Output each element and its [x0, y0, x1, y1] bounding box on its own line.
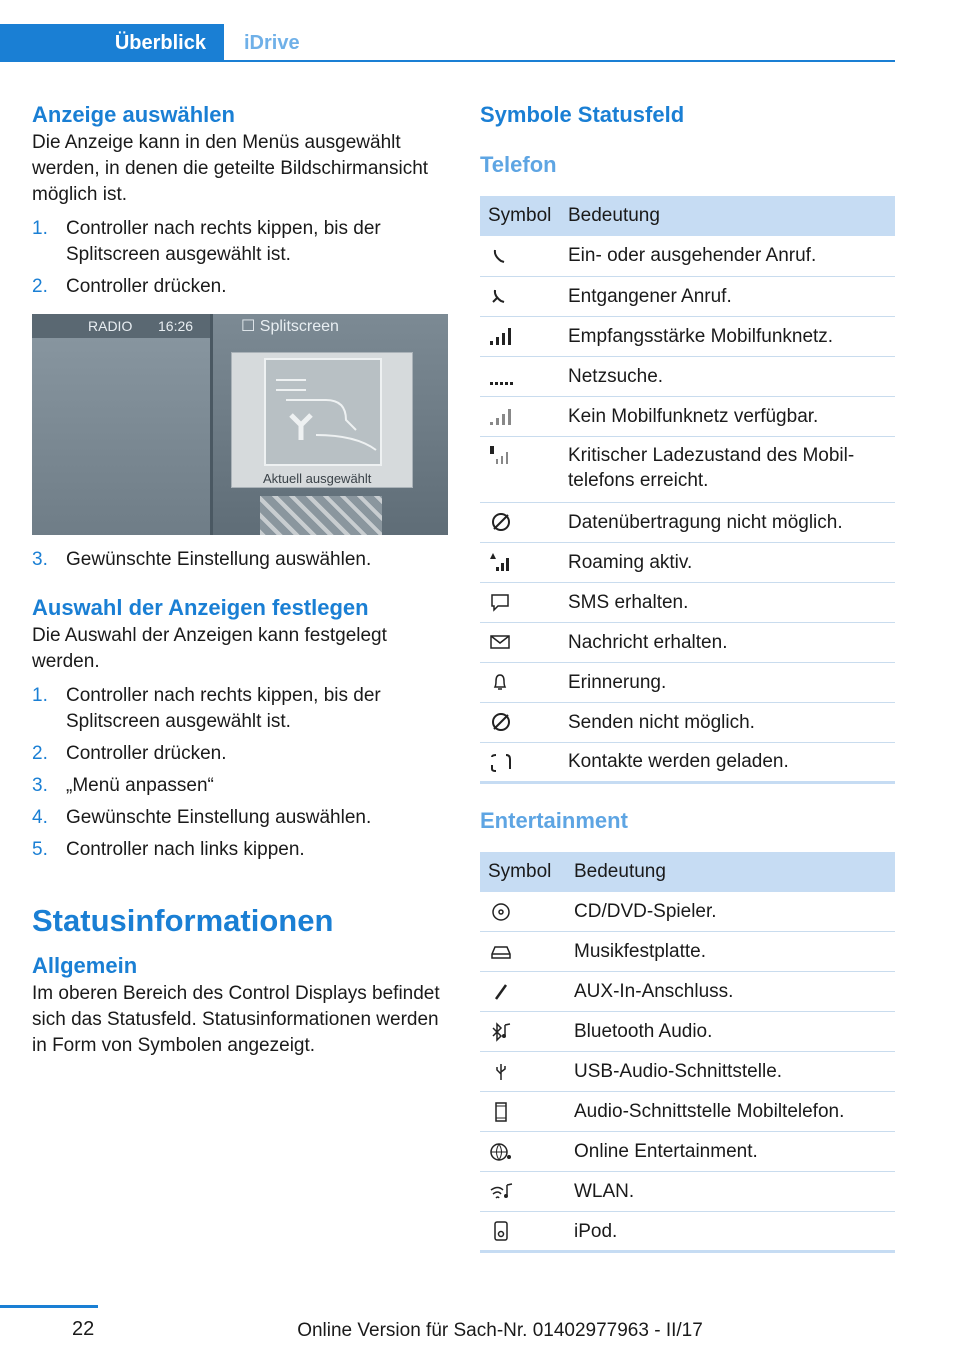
- step-text: Controller nach rechts kippen, bis der Splitscreen ausgewählt ist.: [66, 218, 381, 265]
- screen-clock: 16:26: [158, 318, 194, 334]
- screen-splitscreen-label: ☐ Splitscreen: [241, 318, 339, 335]
- col-symbol: Symbol: [480, 196, 560, 236]
- step-number: 5.: [32, 839, 48, 860]
- row-text: Musikfestplatte.: [566, 932, 895, 972]
- road-icon: [266, 360, 380, 464]
- step-number: 3.: [32, 775, 48, 796]
- wlan-icon: [488, 1181, 514, 1203]
- table-row: [480, 622, 895, 662]
- table-row: [480, 972, 895, 1012]
- entertainment-title: Entertainment: [480, 807, 628, 833]
- table-header: [480, 196, 895, 236]
- step-text: Gewünschte Einstellung auswählen.: [66, 807, 372, 828]
- table-row: [480, 436, 895, 502]
- row-text: iPod.: [566, 1212, 895, 1252]
- page-number: 22: [72, 1318, 95, 1340]
- row-text: SMS erhalten.: [560, 582, 895, 622]
- footer-text: Online Version für Sach-Nr. 01402977963 - II/17: [297, 1320, 703, 1341]
- step-text: Controller nach rechts kippen, bis der Splitscreen ausgewählt ist.: [66, 685, 381, 732]
- tab-idrive[interactable]: iDrive: [244, 32, 300, 54]
- row-text: USB-Audio-Schnittstelle.: [566, 1052, 895, 1092]
- row-text: Bluetooth Audio.: [566, 1012, 895, 1052]
- table-row: [480, 932, 895, 972]
- row-text: Roaming aktiv.: [560, 542, 895, 582]
- usb-icon: [488, 1061, 514, 1083]
- step-text: Gewünschte Einstellung auswählen.: [66, 549, 372, 570]
- screen-radio-label: RADIO: [88, 318, 133, 334]
- step-number: 1.: [32, 685, 48, 706]
- col-meaning: Bedeutung: [566, 852, 895, 892]
- table-row: [480, 542, 895, 582]
- step-text: Controller drücken.: [66, 743, 227, 764]
- mobile-audio-icon: [488, 1101, 514, 1123]
- row-text: Entgangener Anruf.: [560, 276, 895, 316]
- status-subtitle: Allgemein: [32, 953, 138, 978]
- table-row: [480, 1172, 895, 1212]
- bluetooth-audio-icon: [488, 1021, 514, 1043]
- step-number: 4.: [32, 807, 48, 828]
- roaming-icon: [488, 551, 514, 573]
- header-divider: [0, 60, 895, 62]
- step-number: 2.: [32, 276, 48, 297]
- table-header: [480, 852, 895, 892]
- col-symbol: Symbol: [480, 852, 566, 892]
- message-icon: [488, 631, 514, 653]
- symbols-title: Symbole Statusfeld: [480, 102, 685, 127]
- table-row: [480, 1012, 895, 1052]
- list-item: [32, 274, 448, 300]
- auswahl-text: Die Auswahl der Anzeigen kann festgelegt werden.: [32, 625, 387, 672]
- step-number: 2.: [32, 743, 48, 764]
- auswahl-steps: [32, 683, 448, 863]
- table-row: [480, 662, 895, 702]
- table-row: [480, 316, 895, 356]
- contacts-load-icon: [488, 751, 514, 773]
- row-text: WLAN.: [566, 1172, 895, 1212]
- header-bar: [0, 0, 960, 64]
- low-battery-icon: [488, 444, 514, 466]
- row-text: Online Entertainment.: [566, 1132, 895, 1172]
- sms-icon: [488, 591, 514, 613]
- row-text: Netzsuche.: [560, 356, 895, 396]
- signal-strength-icon: [488, 325, 514, 347]
- list-item: [32, 683, 448, 735]
- missed-call-icon: [488, 285, 514, 307]
- list-item: [32, 741, 448, 767]
- status-title: Statusinformationen: [32, 903, 334, 938]
- table-row: [480, 702, 895, 742]
- row-text: Datenübertragung nicht möglich.: [560, 502, 895, 542]
- table-row: [480, 276, 895, 316]
- row-text: Ein- oder ausgehender Anruf.: [560, 236, 895, 276]
- table-row: [480, 742, 895, 782]
- aux-icon: [488, 981, 514, 1003]
- list-item: [32, 805, 448, 831]
- left-column: [32, 100, 448, 1059]
- table-row: [480, 582, 895, 622]
- table-row: [480, 356, 895, 396]
- list-item: [32, 216, 448, 268]
- table-row: [480, 1212, 895, 1252]
- no-network-icon: [488, 405, 514, 427]
- online-entertainment-icon: [488, 1141, 514, 1163]
- anzeige-title: Anzeige auswählen: [32, 102, 235, 127]
- right-column: [480, 100, 895, 1253]
- tab-ueberblick[interactable]: Überblick: [0, 24, 224, 62]
- row-text: Audio-Schnittstelle Mobiltelefon.: [566, 1092, 895, 1132]
- table-row: [480, 1052, 895, 1092]
- no-data-icon: [488, 511, 514, 533]
- entertainment-table: [480, 852, 895, 1254]
- anzeige-text: Die Anzeige kann in den Menüs ausgewählt werden, in denen die geteilte Bildschirmansicht möglich ist.: [32, 132, 429, 205]
- row-text: Empfangsstärke Mobilfunknetz.: [560, 316, 895, 356]
- step-text: Controller drücken.: [66, 276, 227, 297]
- no-send-icon: [488, 711, 514, 733]
- table-row: [480, 502, 895, 542]
- list-item: [32, 773, 448, 799]
- row-text: Kein Mobilfunknetz verfügbar.: [560, 396, 895, 436]
- auswahl-title: Auswahl der Anzeigen festlegen: [32, 595, 369, 620]
- splitscreen-screenshot: [32, 314, 448, 535]
- status-text: Im oberen Bereich des Control Displays befindet sich das Statusfeld. Statusinformationen werden in Form von Symbolen angezeigt.: [32, 983, 440, 1056]
- footer-divider: [0, 1305, 98, 1308]
- screen-preview: [264, 358, 382, 466]
- table-row: [480, 1132, 895, 1172]
- row-text: CD/DVD-Spieler.: [566, 892, 895, 932]
- network-search-icon: [488, 365, 514, 387]
- telefon-table: [480, 196, 895, 784]
- step-text: Controller nach links kippen.: [66, 839, 305, 860]
- col-meaning: Bedeutung: [560, 196, 895, 236]
- harddisk-icon: [488, 941, 514, 963]
- table-row: [480, 236, 895, 276]
- list-item: [32, 837, 448, 863]
- telefon-title: Telefon: [480, 152, 557, 177]
- bell-icon: [488, 671, 514, 693]
- table-row: [480, 892, 895, 932]
- row-text: Senden nicht möglich.: [560, 702, 895, 742]
- table-row: [480, 396, 895, 436]
- ipod-icon: [488, 1220, 514, 1242]
- list-item: [32, 547, 448, 573]
- phone-icon: [488, 245, 514, 267]
- row-text: Erinnerung.: [560, 662, 895, 702]
- cd-icon: [488, 901, 514, 923]
- anzeige-steps: [32, 216, 448, 300]
- step-number: 1.: [32, 218, 48, 239]
- table-row: [480, 1092, 895, 1132]
- row-text: Nachricht erhalten.: [560, 622, 895, 662]
- screen-current-label: Aktuell ausgewählt: [263, 471, 372, 486]
- step-text: „Menü anpassen“: [66, 775, 214, 796]
- row-text: Kontakte werden geladen.: [560, 742, 895, 782]
- row-text: Kritischer Ladezustand des Mobiltelefons erreicht.: [560, 436, 895, 502]
- row-text: AUX-In-Anschluss.: [566, 972, 895, 1012]
- step-number: 3.: [32, 549, 48, 570]
